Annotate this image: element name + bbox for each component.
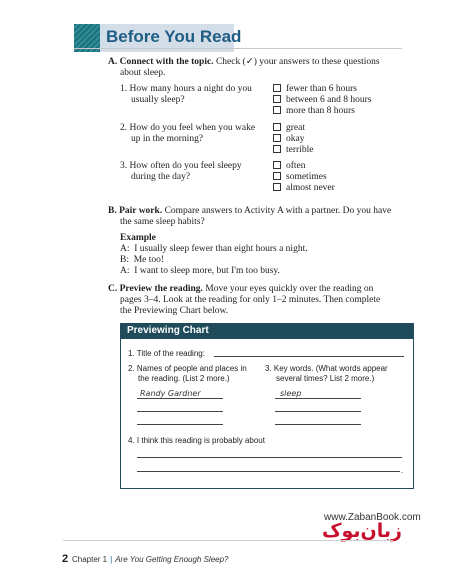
chart-item-2: 2. Names of people and places in	[128, 364, 247, 373]
chapter-footer: Chapter 1 | Are You Getting Enough Sleep?	[72, 555, 229, 564]
footer-rule	[63, 540, 393, 541]
item-3-answer-line-1[interactable]	[275, 398, 361, 399]
checkbox-icon[interactable]	[273, 95, 281, 103]
chapter-title: Are You Getting Enough Sleep?	[115, 555, 229, 564]
q3-option-3[interactable]: almost never	[273, 183, 335, 194]
activity-b-label: B. Pair work.	[108, 206, 163, 216]
previewing-chart-title: Previewing Chart	[127, 325, 209, 336]
dialogue-line-3: A: I want to sleep more, but I'm too busy.	[120, 266, 280, 276]
period-mark: .	[401, 466, 404, 475]
example-heading: Example	[120, 233, 156, 243]
dialogue-line-2: B: Me too!	[120, 255, 165, 265]
checkbox-icon[interactable]	[273, 145, 281, 153]
q1-option-1[interactable]: fewer than 6 hours	[273, 84, 357, 95]
q2-option-1[interactable]: great	[273, 123, 305, 134]
question-2-text: 2. How do you feel when you wake	[120, 123, 256, 133]
chart-item-4: 4. I think this reading is probably about	[128, 436, 265, 445]
checkbox-icon[interactable]	[273, 84, 281, 92]
checkbox-icon[interactable]	[273, 172, 281, 180]
title-answer-line[interactable]	[214, 356, 404, 357]
checkbox-icon[interactable]	[273, 183, 281, 191]
question-1-text-2: usually sleep?	[131, 95, 185, 105]
checkbox-icon[interactable]	[273, 123, 281, 131]
watermark-brand-logo: زبان‌بوک	[322, 520, 402, 542]
watermark-url: www.ZabanBook.com	[324, 512, 421, 523]
item-2-answer-line-1[interactable]	[137, 398, 223, 399]
item-2-answer-line-2[interactable]	[137, 411, 223, 412]
activity-c-text-2: pages 3–4. Look at the reading for only 1–2 minutes. Then complete	[120, 295, 381, 305]
page-number: 2	[62, 553, 69, 565]
checkbox-icon[interactable]	[273, 106, 281, 114]
activity-c-label: C. Preview the reading.	[108, 284, 203, 294]
question-3-text: 3. How often do you feel sleepy	[120, 161, 242, 171]
q1-option-3[interactable]: more than 8 hours	[273, 106, 355, 117]
q3-option-1[interactable]: often	[273, 161, 306, 172]
item-3-answer-line-3[interactable]	[275, 424, 361, 425]
chart-item-1: 1. Title of the reading:	[128, 349, 205, 358]
activity-a-label: A. Connect with the topic.	[108, 57, 214, 67]
activity-a-text-1: Check (✓) your answers to these questions	[215, 57, 380, 67]
item-4-answer-line-2[interactable]	[137, 471, 400, 472]
checkbox-icon[interactable]	[273, 161, 281, 169]
item-2-handwritten-answer: Randy Gardner	[140, 389, 201, 398]
q1-option-2[interactable]: between 6 and 8 hours	[273, 95, 371, 106]
q2-option-2[interactable]: okay	[273, 134, 304, 145]
question-2-text-2: up in the morning?	[131, 134, 204, 144]
activity-c-text-3: the Previewing Chart below.	[120, 306, 229, 316]
activity-b-text-2: the same sleep habits?	[120, 217, 205, 227]
activity-a-text-2: about sleep.	[120, 68, 166, 78]
activity-c-text-1: Move your eyes quickly over the reading on	[205, 284, 374, 294]
chart-item-3-cont: several times? List 2 more.)	[276, 374, 375, 383]
activity-b-text-1: Compare answers to Activity A with a partner. Do you have	[164, 206, 392, 216]
checkbox-icon[interactable]	[273, 134, 281, 142]
item-4-answer-line-1[interactable]	[137, 457, 402, 458]
activity-b-instructions	[108, 206, 391, 217]
item-3-handwritten-answer: sleep	[280, 389, 302, 398]
chart-item-3: 3. Key words. (What words appear	[265, 364, 388, 373]
activity-c-instructions	[108, 284, 373, 295]
chapter-label: Chapter 1	[72, 555, 108, 564]
chart-item-2-cont: the reading. (List 2 more.)	[138, 374, 230, 383]
activity-a-instructions	[108, 57, 380, 68]
question-3-text-2: during the day?	[131, 172, 191, 182]
q3-option-2[interactable]: sometimes	[273, 172, 327, 183]
q2-option-3[interactable]: terrible	[273, 145, 313, 156]
dialogue-line-1: A: I usually sleep fewer than eight hours a night.	[120, 244, 308, 254]
previewing-chart	[120, 323, 414, 489]
question-1-text: 1. How many hours a night do you	[120, 84, 252, 94]
section-title: Before You Read	[106, 27, 242, 46]
header-rule	[74, 48, 402, 49]
item-3-answer-line-2[interactable]	[275, 411, 361, 412]
item-2-answer-line-3[interactable]	[137, 424, 223, 425]
